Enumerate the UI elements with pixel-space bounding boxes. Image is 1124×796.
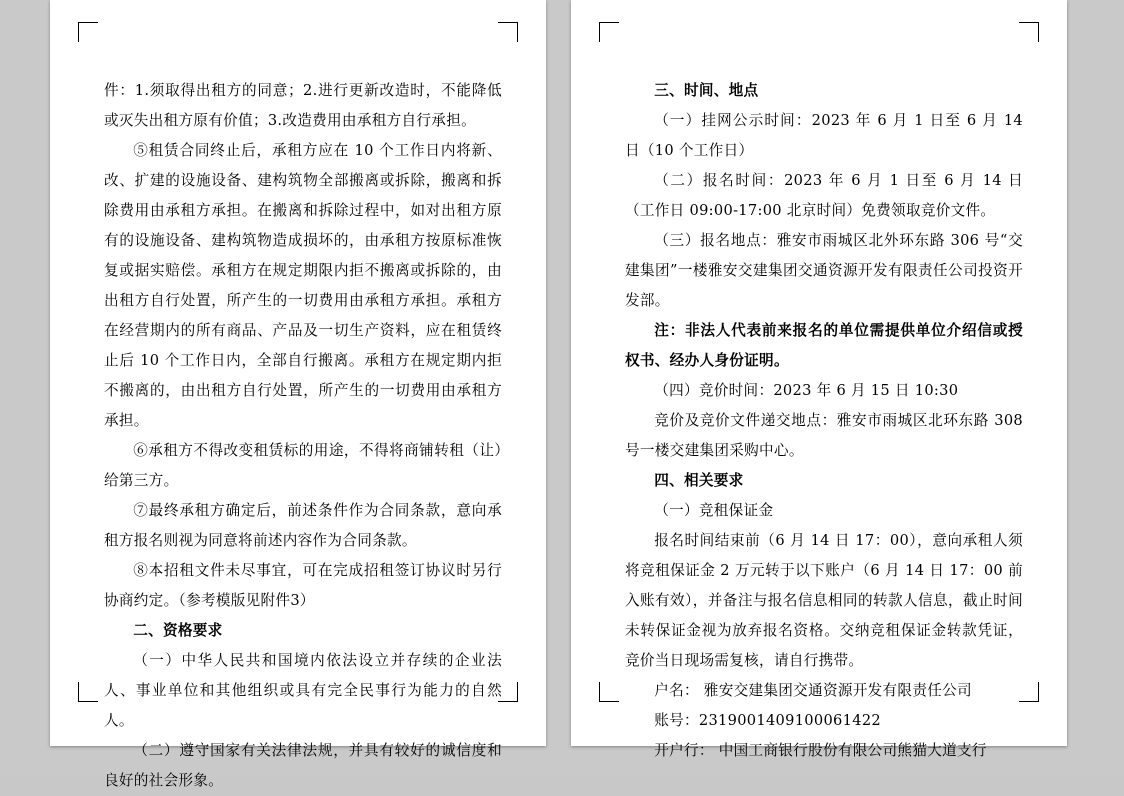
- crop-mark-top-right: [1019, 22, 1039, 42]
- paragraph: ⑦最终承租方确定后，前述条件作为合同条款，意向承租方报名则视为同意将前述内容作为合同条款。: [104, 502, 502, 549]
- paragraph: 竞价及竞价文件递交地点：雅安市雨城区北环东路 308 号一楼交建集团采购中心。: [625, 412, 1023, 459]
- page-right-content: [625, 76, 1023, 766]
- paragraph: （四）竞价时间：2023 年 6 月 15 日 10:30: [654, 382, 959, 399]
- crop-mark-top-right: [498, 22, 518, 42]
- account-number-line: 账号：2319001409100061422: [654, 712, 881, 729]
- paragraph: 件：1.须取得出租方的同意；2.进行更新改造时，不能降低或灭失出租方原有价值；3.改造费用由承租方自行承担。: [104, 82, 502, 129]
- crop-mark-top-left: [78, 22, 98, 42]
- section-heading: 二、资格要求: [133, 622, 223, 639]
- document-page-left[interactable]: [50, 0, 546, 789]
- paragraph: （一）挂网公示时间：2023 年 6 月 1 日至 6 月 14 日（10 个工作日）: [625, 112, 1023, 159]
- paragraph: ⑥承租方不得改变租赁标的用途，不得将商铺转租（让）给第三方。: [104, 442, 502, 489]
- paragraph: ⑧本招租文件未尽事宜，可在完成招租签订协议时另行协商约定。（参考模版见附件3）: [104, 562, 502, 609]
- paragraph: ⑤租赁合同终止后，承租方应在 10 个工作日内将新、改、扩建的设施设备、建构筑物全部搬离或拆除，搬离和拆除费用由承租方承担。在搬离和拆除过程中，如对出租方原有的设施设备、建构筑物造成损坏的，由承租方按原标准恢复或据实赔偿。承租方在规定期限内拒不搬离或拆除的，由出租方自行处置，所产生的一切费用由承租方承担。承租方在经营期内的所有商品、产品及一切生产资料，应在租赁终止后 10 个工作日内，全部自行搬离。承租方在规定期内拒不搬离的，由出租方自行处置，所产生的一切费用由承租方承担。: [104, 142, 502, 429]
- bank-branch-line: 开户行： 中国工商银行股份有限公司熊猫大道支行: [654, 742, 987, 759]
- crop-mark-bottom-left: [599, 682, 619, 702]
- paragraph: （二）遵守国家有关法律法规，并具有较好的诚信度和良好的社会形象。: [104, 742, 502, 789]
- paragraph: （二）报名时间：2023 年 6 月 1 日至 6 月 14 日（工作日 09:00-17:00 北京时间）免费领取竞价文件。: [625, 172, 1023, 219]
- document-page-right[interactable]: [571, 0, 1067, 759]
- paragraph: （一）竞租保证金: [654, 502, 774, 519]
- paragraph: （一）中华人民共和国境内依法设立并存续的企业法人、事业单位和其他组织或具有完全民事行为能力的自然人。: [104, 652, 502, 729]
- section-heading: 三、时间、地点: [654, 82, 759, 99]
- paragraph: （三）报名地点：雅安市雨城区北外环东路 306 号“交建集团”一楼雅安交建集团交通资源开发有限责任公司投资开发部。: [625, 232, 1023, 309]
- crop-mark-bottom-left: [78, 682, 98, 702]
- note-paragraph: 注：非法人代表前来报名的单位需提供单位介绍信或授权书、经办人身份证明。: [625, 322, 1023, 369]
- paragraph: 报名时间结束前（6 月 14 日 17：00），意向承租人须将竞租保证金 2 万元转于以下账户（6 月 14 日 17：00 前入账有效），并备注与报名信息相同的转款人信息，截止时间未转保证金视为放弃报名资格。交纳竞租保证金转款凭证，竞价当日现场需复核，请自行携带。: [625, 532, 1023, 669]
- crop-mark-top-left: [599, 22, 619, 42]
- section-heading: 四、相关要求: [654, 472, 744, 489]
- account-name-line: 户名： 雅安交建集团交通资源开发有限责任公司: [654, 682, 972, 699]
- page-left-content: [104, 76, 502, 796]
